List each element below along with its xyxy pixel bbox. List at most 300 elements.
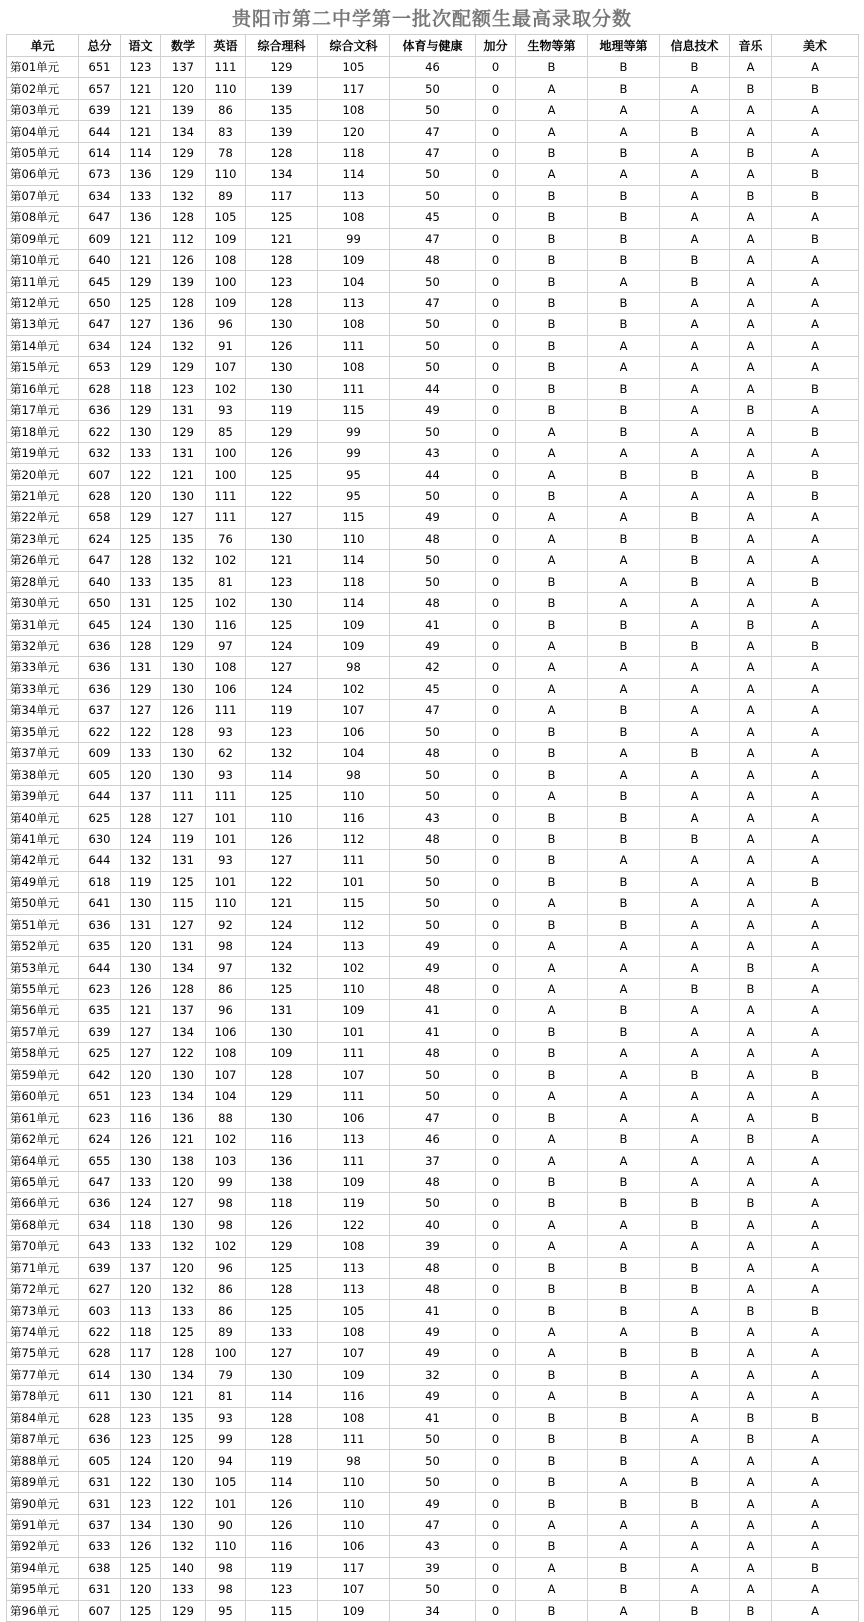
score-cell: 41 <box>390 1407 476 1428</box>
score-cell: 631 <box>79 1579 121 1600</box>
score-cell: 0 <box>476 957 516 978</box>
score-cell: 614 <box>79 142 121 163</box>
unit-cell: 第23单元 <box>7 528 79 549</box>
score-cell: B <box>660 1600 730 1621</box>
score-cell: 130 <box>161 485 206 506</box>
score-cell: 89 <box>206 185 246 206</box>
score-cell: A <box>772 314 859 335</box>
score-cell: 130 <box>246 314 318 335</box>
score-cell: A <box>730 1150 772 1171</box>
score-cell: 121 <box>121 78 161 99</box>
score-cell: 100 <box>206 464 246 485</box>
score-cell: 119 <box>121 871 161 892</box>
unit-cell: 第89单元 <box>7 1471 79 1492</box>
score-cell: A <box>516 957 588 978</box>
score-cell: A <box>772 850 859 871</box>
score-cell: 651 <box>79 1086 121 1107</box>
score-cell: 50 <box>390 850 476 871</box>
score-cell: A <box>772 1000 859 1021</box>
score-cell: 644 <box>79 957 121 978</box>
table-row <box>7 1600 859 1621</box>
score-cell: A <box>660 1128 730 1149</box>
column-header: 地理等第 <box>588 35 660 57</box>
score-cell: 132 <box>161 1236 206 1257</box>
unit-cell: 第52单元 <box>7 935 79 956</box>
score-cell: B <box>660 249 730 270</box>
score-cell: A <box>730 914 772 935</box>
score-cell: A <box>516 99 588 120</box>
score-cell: 645 <box>79 271 121 292</box>
score-cell: 650 <box>79 592 121 613</box>
score-cell: 48 <box>390 828 476 849</box>
score-cell: A <box>730 1471 772 1492</box>
score-cell: 129 <box>121 400 161 421</box>
score-cell: 137 <box>161 1000 206 1021</box>
table-row <box>7 1300 859 1321</box>
score-cell: 122 <box>246 485 318 506</box>
score-cell: 47 <box>390 700 476 721</box>
score-cell: 0 <box>476 121 516 142</box>
score-cell: 48 <box>390 1257 476 1278</box>
score-cell: 114 <box>318 592 390 613</box>
score-cell: 127 <box>121 1043 161 1064</box>
table-row <box>7 1407 859 1428</box>
score-cell: A <box>730 828 772 849</box>
unit-cell: 第34单元 <box>7 700 79 721</box>
score-cell: 647 <box>79 550 121 571</box>
score-cell: 603 <box>79 1300 121 1321</box>
unit-cell: 第22单元 <box>7 507 79 528</box>
score-cell: A <box>516 657 588 678</box>
score-cell: 130 <box>161 1514 206 1535</box>
table-row <box>7 678 859 699</box>
unit-cell: 第78单元 <box>7 1386 79 1407</box>
score-cell: A <box>730 292 772 313</box>
table-row <box>7 292 859 313</box>
score-cell: 110 <box>206 1536 246 1557</box>
score-cell: 0 <box>476 743 516 764</box>
score-cell: 105 <box>206 1471 246 1492</box>
score-cell: 623 <box>79 1107 121 1128</box>
table-row <box>7 228 859 249</box>
table-row <box>7 571 859 592</box>
score-cell: A <box>516 785 588 806</box>
table-row <box>7 400 859 421</box>
score-cell: 117 <box>121 1343 161 1364</box>
score-cell: A <box>516 164 588 185</box>
score-cell: A <box>660 1450 730 1471</box>
score-cell: A <box>730 1236 772 1257</box>
score-cell: 647 <box>79 207 121 228</box>
score-cell: B <box>516 1429 588 1450</box>
score-cell: B <box>516 1450 588 1471</box>
score-cell: 127 <box>246 850 318 871</box>
score-cell: 135 <box>246 99 318 120</box>
score-cell: 0 <box>476 1429 516 1450</box>
score-cell: 0 <box>476 871 516 892</box>
score-cell: 42 <box>390 657 476 678</box>
score-cell: 0 <box>476 550 516 571</box>
score-cell: 76 <box>206 528 246 549</box>
score-cell: 128 <box>121 550 161 571</box>
score-cell: A <box>516 1214 588 1235</box>
score-cell: 115 <box>318 893 390 914</box>
score-cell: 128 <box>246 1429 318 1450</box>
score-cell: 104 <box>318 271 390 292</box>
table-row <box>7 871 859 892</box>
score-cell: A <box>660 1043 730 1064</box>
score-cell: A <box>660 1386 730 1407</box>
score-cell: 133 <box>161 1579 206 1600</box>
score-cell: 122 <box>121 464 161 485</box>
unit-cell: 第91单元 <box>7 1514 79 1535</box>
score-cell: A <box>772 1514 859 1535</box>
score-cell: 121 <box>121 228 161 249</box>
score-cell: 83 <box>206 121 246 142</box>
score-cell: B <box>660 571 730 592</box>
score-cell: 98 <box>206 1193 246 1214</box>
score-cell: 643 <box>79 1236 121 1257</box>
score-cell: 124 <box>246 635 318 656</box>
score-cell: 113 <box>318 935 390 956</box>
score-cell: 79 <box>206 1364 246 1385</box>
score-cell: 46 <box>390 1128 476 1149</box>
score-cell: 126 <box>246 1214 318 1235</box>
score-cell: A <box>730 1579 772 1600</box>
table-row <box>7 207 859 228</box>
score-cell: A <box>660 1407 730 1428</box>
score-cell: 126 <box>161 700 206 721</box>
score-cell: A <box>588 99 660 120</box>
unit-cell: 第73单元 <box>7 1300 79 1321</box>
score-cell: B <box>516 335 588 356</box>
score-cell: A <box>660 721 730 742</box>
score-cell: 139 <box>246 78 318 99</box>
score-cell: 99 <box>318 421 390 442</box>
table-row <box>7 743 859 764</box>
score-cell: A <box>516 442 588 463</box>
score-cell: 39 <box>390 1557 476 1578</box>
score-cell: A <box>516 678 588 699</box>
score-cell: 115 <box>161 893 206 914</box>
score-cell: 127 <box>161 914 206 935</box>
score-cell: 110 <box>318 785 390 806</box>
score-cell: 101 <box>318 1021 390 1042</box>
score-cell: B <box>730 978 772 999</box>
unit-cell: 第61单元 <box>7 1107 79 1128</box>
score-cell: 0 <box>476 485 516 506</box>
score-cell: 111 <box>318 335 390 356</box>
score-cell: A <box>516 1343 588 1364</box>
score-cell: 0 <box>476 1407 516 1428</box>
score-cell: 110 <box>318 528 390 549</box>
score-cell: 108 <box>318 314 390 335</box>
score-cell: 128 <box>246 1407 318 1428</box>
score-cell: 637 <box>79 1514 121 1535</box>
score-cell: 128 <box>246 1278 318 1299</box>
unit-cell: 第16单元 <box>7 378 79 399</box>
score-cell: 0 <box>476 292 516 313</box>
score-cell: 44 <box>390 464 476 485</box>
score-cell: 122 <box>161 1043 206 1064</box>
score-cell: A <box>730 1343 772 1364</box>
table-row <box>7 185 859 206</box>
score-cell: 0 <box>476 1557 516 1578</box>
score-cell: 124 <box>121 614 161 635</box>
score-cell: 609 <box>79 743 121 764</box>
score-cell: 637 <box>79 700 121 721</box>
unit-cell: 第60单元 <box>7 1086 79 1107</box>
unit-cell: 第17单元 <box>7 400 79 421</box>
score-cell: 636 <box>79 657 121 678</box>
score-cell: 125 <box>161 871 206 892</box>
header-row <box>7 35 859 57</box>
score-cell: 122 <box>161 1493 206 1514</box>
score-cell: B <box>588 228 660 249</box>
score-cell: A <box>588 1043 660 1064</box>
score-cell: 50 <box>390 78 476 99</box>
score-cell: B <box>588 1300 660 1321</box>
column-header: 生物等第 <box>516 35 588 57</box>
score-cell: 108 <box>318 1321 390 1342</box>
score-cell: 113 <box>121 1300 161 1321</box>
score-cell: A <box>660 400 730 421</box>
score-cell: B <box>660 1193 730 1214</box>
score-cell: 128 <box>161 1343 206 1364</box>
score-cell: A <box>516 1579 588 1600</box>
score-cell: 123 <box>246 1579 318 1600</box>
score-cell: 129 <box>121 678 161 699</box>
score-cell: 113 <box>318 1278 390 1299</box>
score-cell: 625 <box>79 1043 121 1064</box>
score-cell: A <box>730 57 772 78</box>
score-cell: 111 <box>206 485 246 506</box>
score-cell: A <box>730 1321 772 1342</box>
score-cell: 50 <box>390 721 476 742</box>
score-cell: 102 <box>206 1128 246 1149</box>
score-cell: B <box>588 914 660 935</box>
score-cell: A <box>772 142 859 163</box>
score-cell: B <box>660 121 730 142</box>
score-cell: A <box>660 592 730 613</box>
table-row <box>7 1278 859 1299</box>
score-cell: 139 <box>246 121 318 142</box>
score-cell: 131 <box>121 657 161 678</box>
score-cell: 99 <box>206 1171 246 1192</box>
score-cell: 50 <box>390 1086 476 1107</box>
score-cell: 611 <box>79 1386 121 1407</box>
score-cell: 647 <box>79 1171 121 1192</box>
score-cell: A <box>660 1236 730 1257</box>
score-cell: 134 <box>161 121 206 142</box>
score-cell: A <box>660 657 730 678</box>
table-row <box>7 1193 859 1214</box>
score-cell: 0 <box>476 893 516 914</box>
score-cell: 95 <box>318 464 390 485</box>
score-cell: A <box>730 1107 772 1128</box>
score-cell: 116 <box>246 1128 318 1149</box>
score-cell: B <box>516 764 588 785</box>
table-row <box>7 1171 859 1192</box>
score-cell: 0 <box>476 914 516 935</box>
score-cell: 130 <box>121 1364 161 1385</box>
score-cell: 135 <box>161 1407 206 1428</box>
score-cell: 98 <box>318 1450 390 1471</box>
score-cell: 121 <box>246 550 318 571</box>
score-cell: A <box>772 1236 859 1257</box>
score-cell: 122 <box>318 1214 390 1235</box>
score-cell: 127 <box>246 507 318 528</box>
score-cell: 0 <box>476 1300 516 1321</box>
score-cell: B <box>516 1107 588 1128</box>
score-cell: 86 <box>206 99 246 120</box>
score-cell: 131 <box>161 400 206 421</box>
score-cell: A <box>588 271 660 292</box>
score-cell: 50 <box>390 785 476 806</box>
score-cell: 112 <box>318 914 390 935</box>
score-cell: 110 <box>318 978 390 999</box>
score-cell: A <box>730 1493 772 1514</box>
score-cell: 109 <box>206 228 246 249</box>
score-cell: 622 <box>79 721 121 742</box>
score-cell: A <box>660 785 730 806</box>
score-cell: 647 <box>79 314 121 335</box>
score-cell: A <box>660 935 730 956</box>
score-cell: A <box>730 164 772 185</box>
score-cell: 107 <box>318 700 390 721</box>
score-cell: A <box>730 1064 772 1085</box>
table-row <box>7 378 859 399</box>
score-cell: A <box>516 1386 588 1407</box>
table-row <box>7 1386 859 1407</box>
score-cell: 136 <box>161 1107 206 1128</box>
score-cell: B <box>588 207 660 228</box>
score-cell: B <box>588 1128 660 1149</box>
score-cell: 132 <box>161 1278 206 1299</box>
page-title: 贵阳市第二中学第一批次配额生最高录取分数 <box>231 8 632 30</box>
score-cell: A <box>516 635 588 656</box>
score-cell: 32 <box>390 1364 476 1385</box>
score-cell: 0 <box>476 1021 516 1042</box>
score-cell: A <box>772 1021 859 1042</box>
score-cell: 96 <box>206 1000 246 1021</box>
score-cell: A <box>772 785 859 806</box>
score-cell: 634 <box>79 185 121 206</box>
score-cell: A <box>730 700 772 721</box>
score-cell: 624 <box>79 528 121 549</box>
score-cell: 126 <box>121 1128 161 1149</box>
score-cell: 41 <box>390 1021 476 1042</box>
score-cell: 119 <box>161 828 206 849</box>
score-cell: 125 <box>161 1321 206 1342</box>
score-cell: 123 <box>246 721 318 742</box>
score-cell: 127 <box>161 1193 206 1214</box>
score-cell: B <box>588 464 660 485</box>
score-cell: 116 <box>246 1536 318 1557</box>
score-cell: A <box>772 1278 859 1299</box>
unit-cell: 第64单元 <box>7 1150 79 1171</box>
score-cell: 106 <box>318 1107 390 1128</box>
unit-cell: 第04单元 <box>7 121 79 142</box>
score-cell: B <box>588 721 660 742</box>
unit-cell: 第40单元 <box>7 807 79 828</box>
score-cell: 636 <box>79 400 121 421</box>
score-cell: 122 <box>121 721 161 742</box>
unit-cell: 第65单元 <box>7 1171 79 1192</box>
score-cell: 111 <box>318 850 390 871</box>
score-cell: A <box>588 335 660 356</box>
score-cell: B <box>588 142 660 163</box>
score-cell: B <box>730 142 772 163</box>
score-cell: 642 <box>79 1064 121 1085</box>
score-cell: A <box>730 1450 772 1471</box>
score-cell: 624 <box>79 1128 121 1149</box>
score-cell: B <box>660 635 730 656</box>
score-cell: 628 <box>79 485 121 506</box>
score-cell: A <box>730 1171 772 1192</box>
score-cell: 91 <box>206 335 246 356</box>
score-cell: A <box>588 357 660 378</box>
score-cell: 110 <box>318 1514 390 1535</box>
score-cell: B <box>516 228 588 249</box>
score-cell: 0 <box>476 1600 516 1621</box>
score-cell: A <box>772 678 859 699</box>
score-cell: A <box>772 1321 859 1342</box>
score-cell: B <box>730 1600 772 1621</box>
unit-cell: 第10单元 <box>7 249 79 270</box>
score-cell: 107 <box>206 1064 246 1085</box>
table-row <box>7 1236 859 1257</box>
score-cell: 641 <box>79 893 121 914</box>
score-cell: 121 <box>121 249 161 270</box>
score-cell: A <box>772 528 859 549</box>
score-cell: 130 <box>161 764 206 785</box>
score-cell: 640 <box>79 571 121 592</box>
score-cell: 89 <box>206 1321 246 1342</box>
score-cell: 0 <box>476 721 516 742</box>
score-cell: 43 <box>390 1536 476 1557</box>
score-cell: 125 <box>246 785 318 806</box>
score-cell: B <box>516 828 588 849</box>
score-cell: 45 <box>390 207 476 228</box>
score-cell: 640 <box>79 249 121 270</box>
score-cell: 46 <box>390 57 476 78</box>
score-cell: 0 <box>476 228 516 249</box>
score-cell: 111 <box>318 1086 390 1107</box>
score-cell: 47 <box>390 1107 476 1128</box>
score-cell: 50 <box>390 421 476 442</box>
score-cell: B <box>588 78 660 99</box>
score-cell: 129 <box>246 1236 318 1257</box>
table-row <box>7 1579 859 1600</box>
score-cell: 118 <box>121 1321 161 1342</box>
score-cell: 0 <box>476 378 516 399</box>
score-cell: B <box>660 978 730 999</box>
score-cell: 126 <box>121 978 161 999</box>
score-cell: 130 <box>161 614 206 635</box>
score-cell: 92 <box>206 914 246 935</box>
score-cell: 0 <box>476 164 516 185</box>
score-cell: 106 <box>206 678 246 699</box>
score-cell: A <box>516 1086 588 1107</box>
score-cell: 125 <box>246 978 318 999</box>
score-cell: A <box>660 1514 730 1535</box>
score-cell: B <box>588 1364 660 1385</box>
score-cell: 130 <box>121 1386 161 1407</box>
score-cell: 109 <box>318 1000 390 1021</box>
score-cell: 111 <box>318 1043 390 1064</box>
score-cell: 657 <box>79 78 121 99</box>
